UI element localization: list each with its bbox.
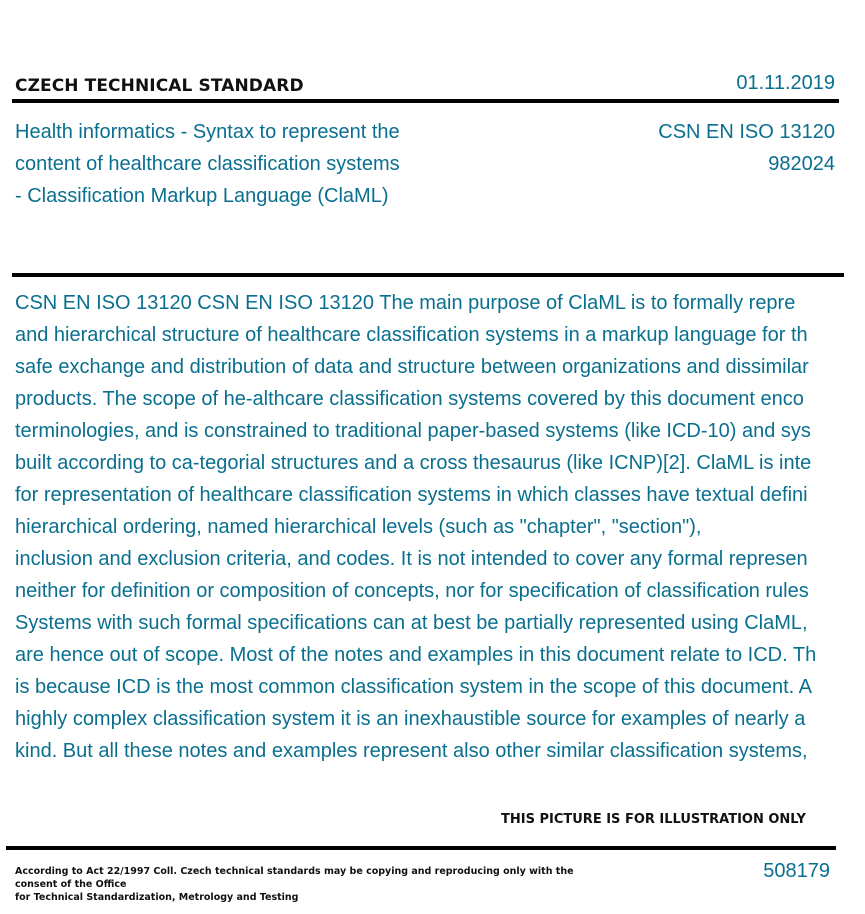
illustration-notice: THIS PICTURE IS FOR ILLUSTRATION ONLY [501,812,806,827]
abstract-line: and hierarchical structure of healthcare classification systems in a markup language for th [15,324,808,346]
abstract-line: built according to ca-tegorial structures and a cross thesaurus (like ICNP)[2]. ClaML is inte [15,452,812,474]
abstract-line: highly complex classification system it is an inexhaustible source for examples of nearly a [15,708,806,730]
title-line: content of healthcare classification systems [15,153,400,175]
title-line: Health informatics - Syntax to represent the [15,121,400,143]
abstract-line: CSN EN ISO 13120 CSN EN ISO 13120 The main purpose of ClaML is to formally repre [15,292,796,314]
title-divider [12,273,844,277]
header-divider [12,99,839,103]
abstract-line: hierarchical ordering, named hierarchical levels (such as "chapter", "section"), [15,516,702,538]
abstract-text [15,287,865,767]
abstract-line: are hence out of scope. Most of the notes and examples in this document relate to ICD. Th [15,644,817,666]
abstract-line: kind. But all these notes and examples represent also other similar classification systems, [15,740,808,762]
abstract-line: Systems with such formal specifications can at best be partially represented using ClaML, [15,612,808,634]
legal-line: According to Act 22/1997 Coll. Czech technical standards may be copying and reproducing only with the consent of the Office [15,866,574,890]
document-codes [658,116,835,180]
standard-code: CSN EN ISO 13120 [658,121,835,143]
standard-category-heading: CZECH TECHNICAL STANDARD [15,76,304,96]
abstract-line: neither for definition or composition of concepts, nor for specification of classification rules [15,580,809,602]
publication-date: 01.11.2019 [736,72,835,94]
abstract-line: products. The scope of he-althcare classification systems covered by this document enco [15,388,804,410]
abstract-line: for representation of healthcare classification systems in which classes have textual defini [15,484,808,506]
catalog-number: 982024 [768,153,835,175]
document-title [15,116,455,212]
abstract-line: inclusion and exclusion criteria, and codes. It is not intended to cover any formal represen [15,548,808,570]
footer-product-code: 508179 [763,860,830,882]
abstract-line: terminologies, and is constrained to traditional paper-based systems (like ICD-10) and sys [15,420,811,442]
legal-line: for Technical Standardization, Metrology and Testing [15,892,299,903]
abstract-line: is because ICD is the most common classification system in the scope of this document. A [15,676,813,698]
abstract-line: safe exchange and distribution of data and structure between organizations and dissimilar [15,356,809,378]
title-line: - Classification Markup Language (ClaML) [15,185,389,207]
footer-divider [6,846,836,850]
legal-notice [15,865,595,904]
